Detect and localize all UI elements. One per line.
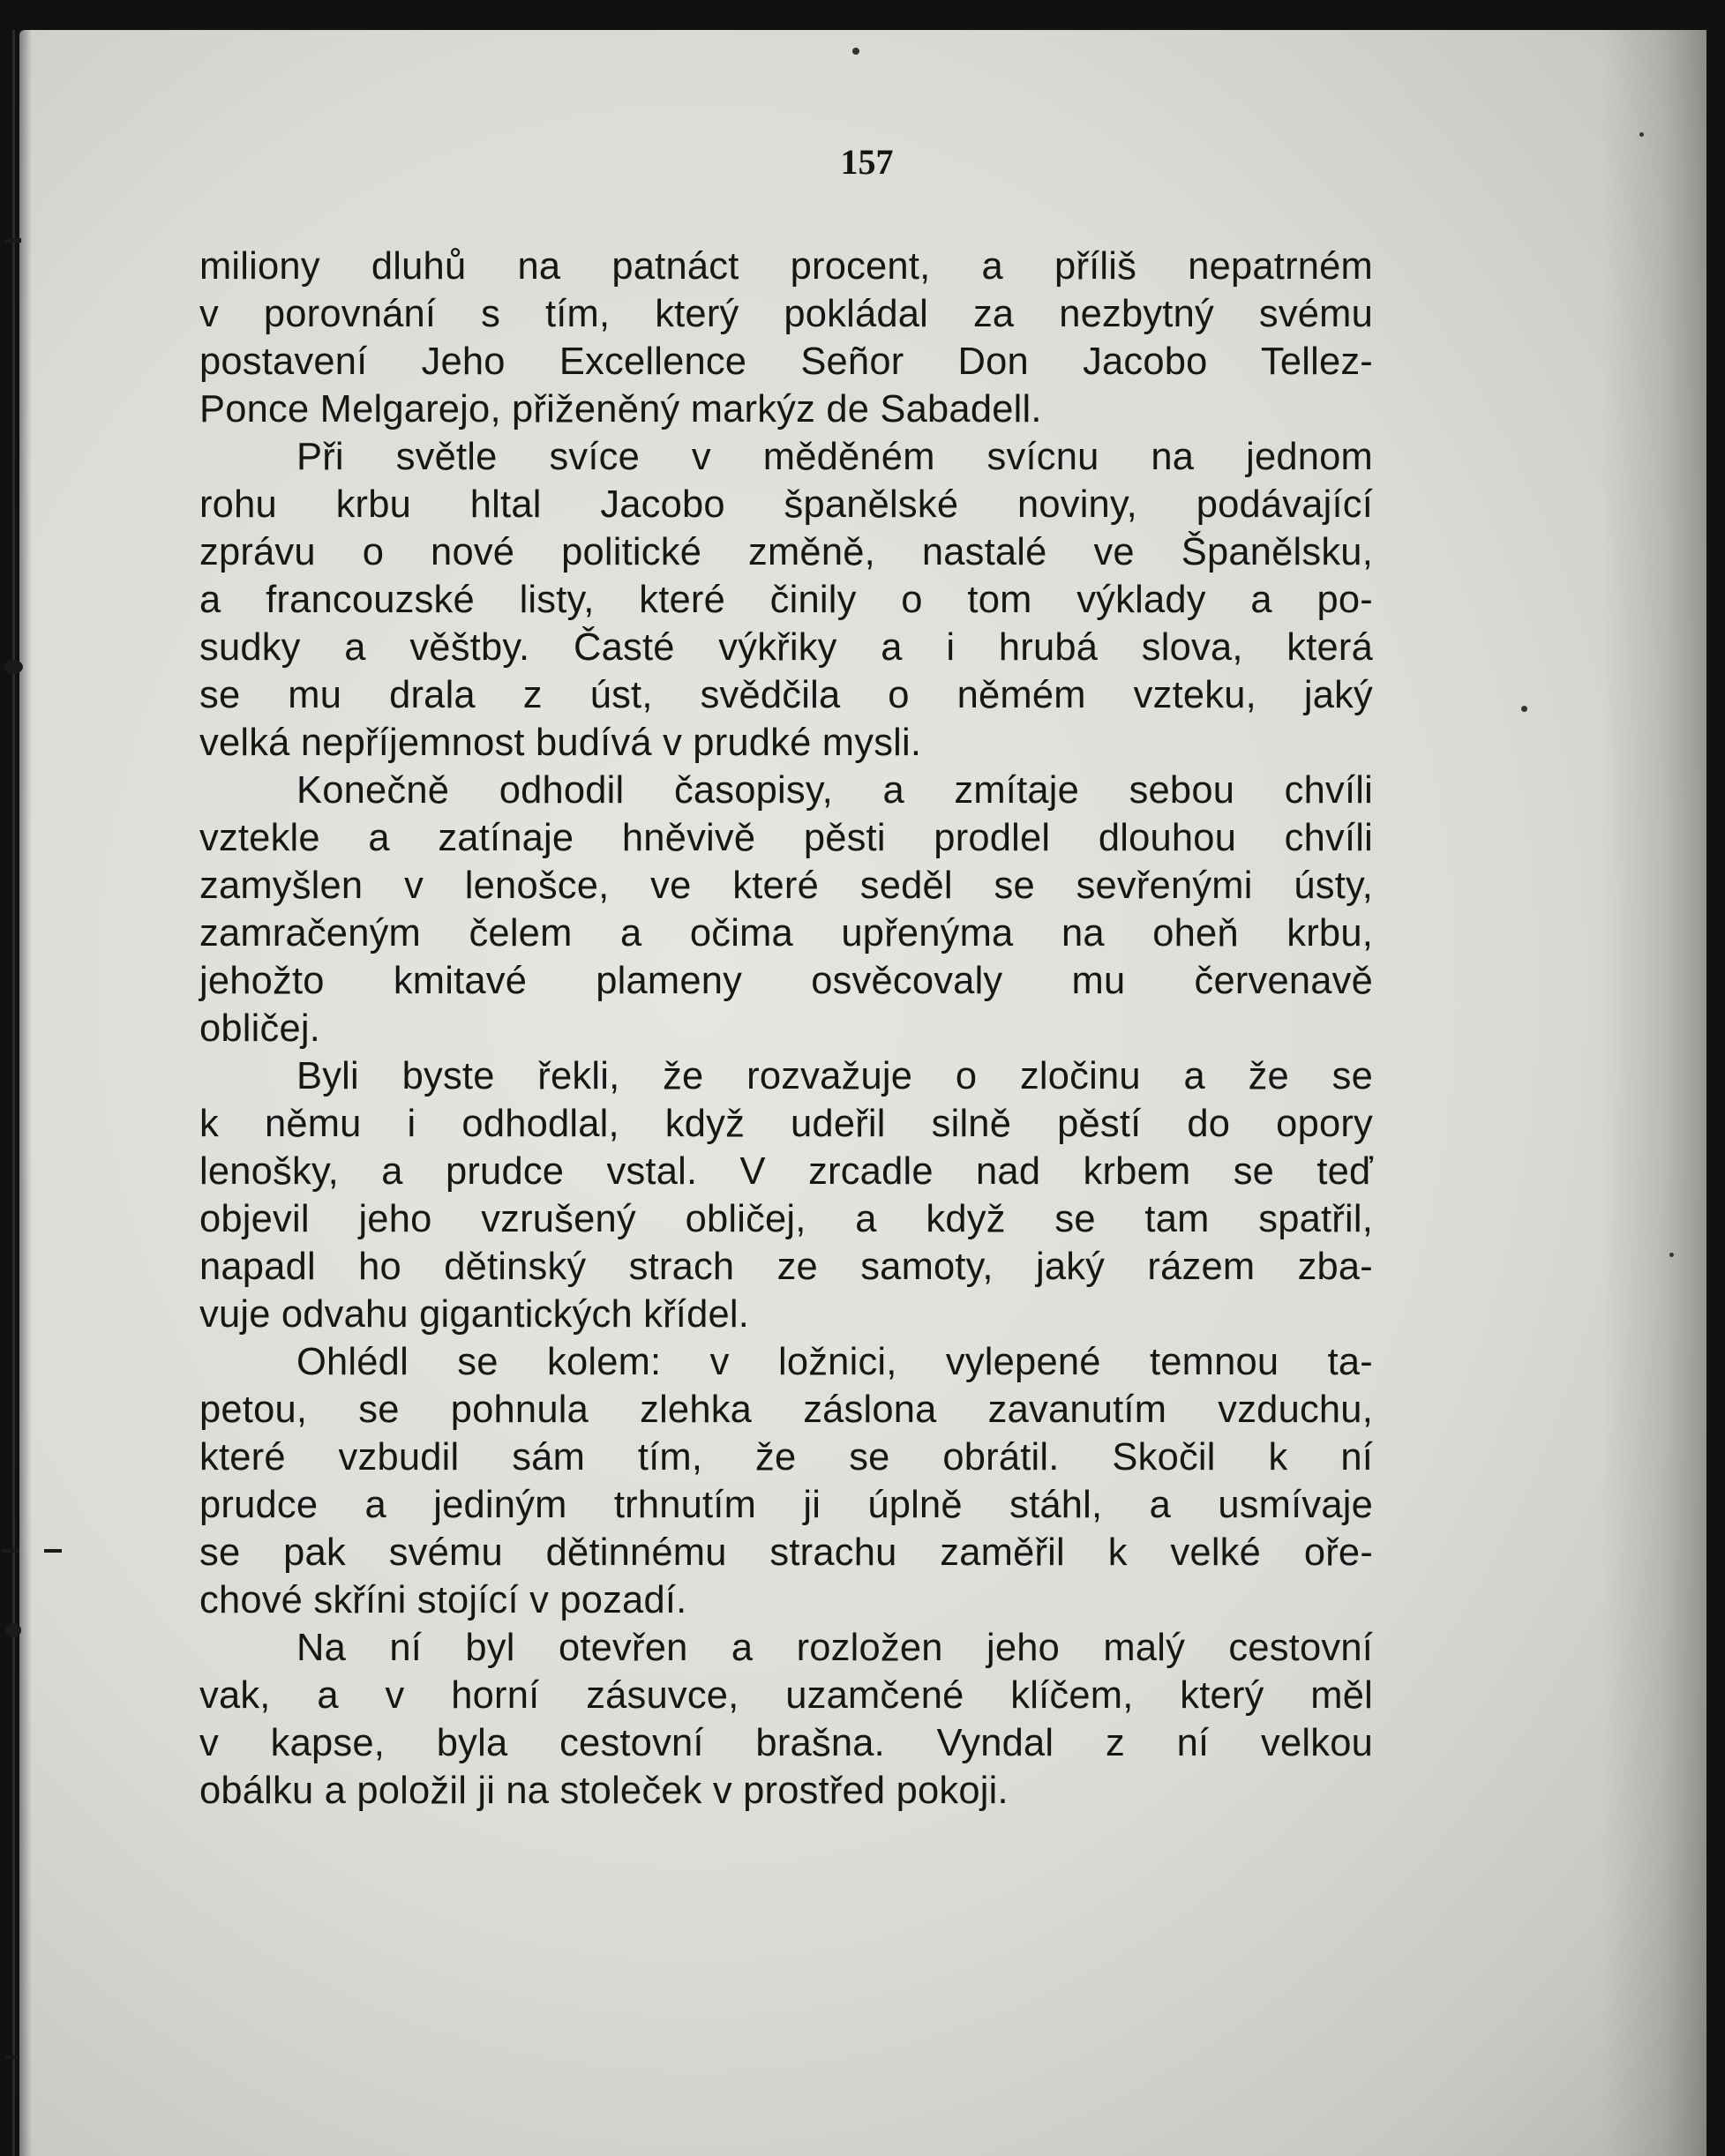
dust-speck: [852, 48, 859, 55]
binding-mark: [5, 2055, 18, 2059]
paper-right-shadow: [1601, 30, 1706, 2156]
text-line: sudky a věštby. Časté výkřiky a i hrubá slova, která: [199, 626, 1373, 669]
text-line: jehožto kmitavé plameny osvěcovaly mu červenavě: [199, 960, 1373, 1002]
paragraph: [199, 1338, 1373, 1624]
text-line: a francouzské listy, které činily o tom výklady a po-: [199, 579, 1373, 621]
paper-left-shadow: [19, 30, 32, 2156]
text-line: Ponce Melgarejo, přiženěný markýz de Sabadell.: [199, 388, 1042, 430]
text-line: se mu drala z úst, svědčila o němém vzteku, jaký: [199, 674, 1373, 716]
paragraph: [199, 1052, 1373, 1338]
text-line: obálku a položil ji na stoleček v prostřed pokoji.: [199, 1770, 1009, 1812]
text-line: petou, se pohnula zlehka záslona zavanutím vzduchu,: [199, 1389, 1373, 1431]
text-line: vak, a v horní zásuvce, uzamčené klíčem, který měl: [199, 1674, 1373, 1717]
text-line: Ohlédl se kolem: v ložnici, vylepené temnou ta-: [296, 1341, 1373, 1383]
text-line: které vzbudil sám tím, že se obrátil. Skočil k ní: [199, 1436, 1373, 1479]
text-line: Na ní byl otevřen a rozložen jeho malý cestovní: [296, 1627, 1373, 1669]
text-line: Byli byste řekli, že rozvažuje o zločinu a že se: [296, 1055, 1373, 1097]
dust-speck: [1639, 132, 1644, 137]
text-line: vztekle a zatínaje hněvivě pěsti prodlel dlouhou chvíli: [199, 817, 1373, 859]
dust-speck: [1669, 1253, 1674, 1257]
text-line: v porovnání s tím, který pokládal za nezbytný svému: [199, 293, 1373, 335]
text-line: prudce a jediným trhnutím ji úplně stáhl, a usmívaje: [199, 1484, 1373, 1526]
page-number: 157: [840, 142, 894, 182]
binding-mark: [44, 1549, 62, 1553]
text-line: zamyšlen v lenošce, ve které seděl se sevřenými ústy,: [199, 865, 1373, 907]
text-line: v kapse, byla cestovní brašna. Vyndal z ní velkou: [199, 1722, 1373, 1764]
paragraph: [199, 433, 1373, 767]
text-line: Při světle svíce v měděném svícnu na jednom: [296, 436, 1373, 478]
text-line: vuje odvahu gigantických křídel.: [199, 1293, 750, 1336]
text-line: rohu krbu hltal Jacobo španělské noviny, podávající: [199, 483, 1373, 526]
text-line: Konečně odhodil časopisy, a zmítaje sebou chvíli: [296, 769, 1373, 812]
text-line: k němu i odhodlal, když udeřil silně pěstí do opory: [199, 1103, 1373, 1145]
paragraph: [199, 1624, 1373, 1815]
text-line: objevil jeho vzrušený obličej, a když se tam spatřil,: [199, 1198, 1373, 1240]
paragraph: [199, 243, 1373, 433]
text-line: lenošky, a prudce vstal. V zrcadle nad krbem se teď: [199, 1150, 1373, 1193]
body-text: [199, 243, 1373, 1815]
text-line: napadl ho dětinský strach ze samoty, jaký rázem zba-: [199, 1246, 1373, 1288]
binding-edge-line: [12, 30, 15, 2156]
text-line: zprávu o nové politické změně, nastalé ve Španělsku,: [199, 531, 1373, 573]
text-line: chové skříni stojící v pozadí.: [199, 1579, 687, 1621]
text-line: velká nepříjemnost budívá v prudké mysli.: [199, 722, 922, 764]
text-line: zamračeným čelem a očima upřenýma na oheň krbu,: [199, 912, 1373, 954]
text-line: postavení Jeho Excellence Señor Don Jacobo Tellez-: [199, 341, 1373, 383]
binding-mark: [5, 1623, 21, 1637]
dust-speck: [1521, 706, 1527, 712]
binding-mark: [2, 1549, 19, 1553]
text-line: se pak svému dětinnému strachu zaměřil k velké oře-: [199, 1531, 1373, 1574]
binding-mark: [5, 238, 21, 243]
binding-mark: [4, 660, 23, 674]
text-line: miliony dluhů na patnáct procent, a příliš nepatrném: [199, 245, 1373, 288]
paragraph: [199, 767, 1373, 1052]
text-line: obličej.: [199, 1007, 321, 1050]
